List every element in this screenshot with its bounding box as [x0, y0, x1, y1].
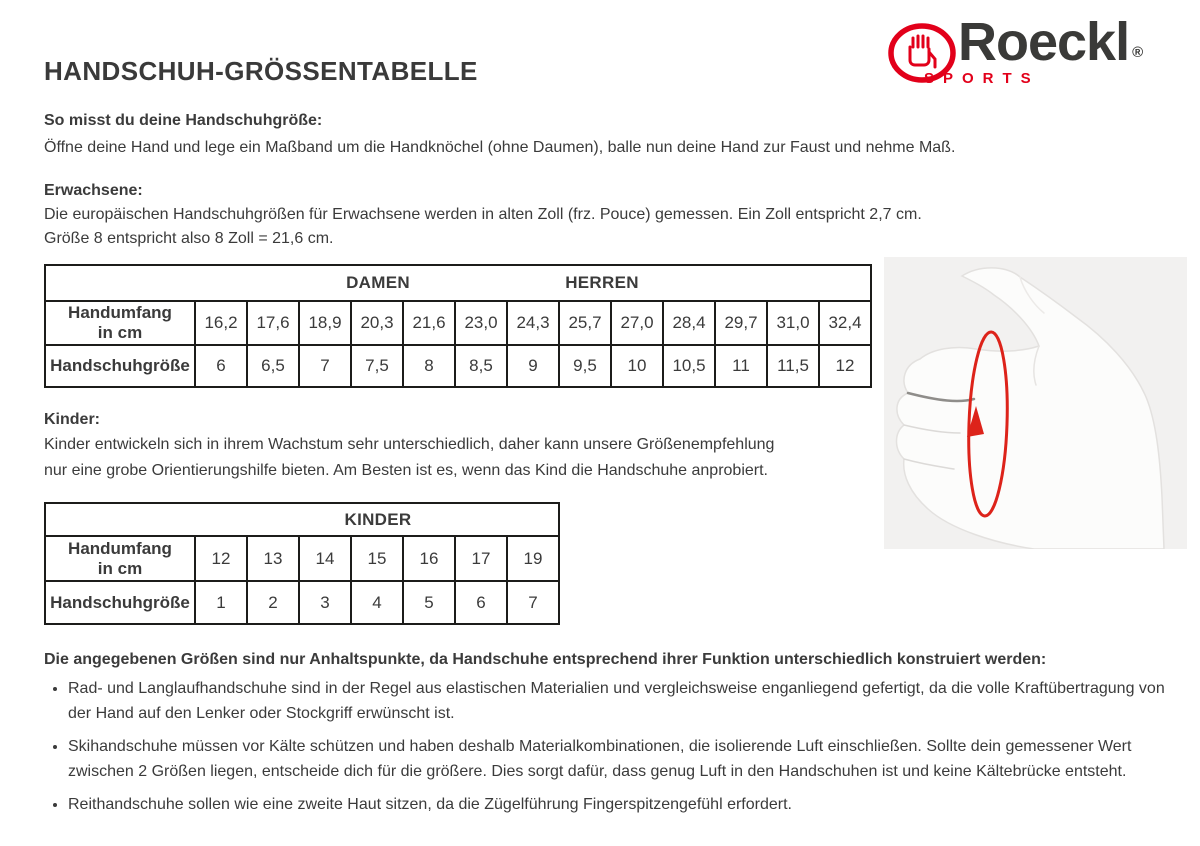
- cell: 7,5: [351, 345, 403, 387]
- logo-brand-text: [958, 11, 1143, 73]
- cell: 15: [351, 536, 403, 581]
- kids-circumference-label: [45, 536, 195, 581]
- adults-text-line2: Größe 8 entspricht also 8 Zoll = 21,6 cm.: [44, 230, 334, 247]
- cell: 5: [403, 581, 455, 624]
- cell: 31,0: [767, 301, 819, 345]
- label-line-1: Handumfang: [68, 538, 172, 558]
- cell: 20,3: [351, 301, 403, 345]
- cell: 11: [715, 345, 767, 387]
- adults-text-line1: Die europäischen Handschuhgrößen für Erwachsene werden in alten Zoll (frz. Pouce) gemessen. Ein Zoll entspricht 2,7 cm.: [44, 206, 922, 223]
- page-title: HANDSCHUH-GRÖSSENTABELLE: [44, 56, 478, 86]
- cell: 28,4: [663, 301, 715, 345]
- cell: 3: [299, 581, 351, 624]
- cell: 16,2: [195, 301, 247, 345]
- cell: 19: [507, 536, 559, 581]
- cell: 32,4: [819, 301, 871, 345]
- note-bullet-riding: • Reithandschuhe sollen wie eine zweite Haut sitzen, da die Zügelführung Fingerspitzengefühl erfordert.: [68, 792, 1190, 817]
- cell: 2: [247, 581, 299, 624]
- damen-group-label: DAMEN: [346, 273, 410, 292]
- cell: 13: [247, 536, 299, 581]
- label-line-2: in cm: [97, 558, 143, 578]
- adult-group-header-cell: [45, 265, 871, 301]
- kids-size-table: [44, 502, 560, 625]
- label-line-2: in cm: [97, 323, 143, 342]
- cell: 4: [351, 581, 403, 624]
- cell: 7: [507, 581, 559, 624]
- hand-illustration: [884, 257, 1187, 549]
- cell: 25,7: [559, 301, 611, 345]
- adult-size-table: [44, 264, 872, 388]
- kids-glove-size-row: [45, 581, 559, 624]
- cell: 12: [819, 345, 871, 387]
- cell: 14: [299, 536, 351, 581]
- adult-glove-size-row: [45, 345, 871, 387]
- cell: 16: [403, 536, 455, 581]
- kids-group-header-cell: [45, 503, 559, 536]
- cell: 21,6: [403, 301, 455, 345]
- cell: 29,7: [715, 301, 767, 345]
- intro-heading: So misst du deine Handschuhgröße:: [44, 112, 323, 129]
- notes-heading: Die angegebenen Größen sind nur Anhaltspunkte, da Handschuhe entsprechend ihrer Funktion unterschiedlich konstruiert werden:: [44, 651, 1047, 668]
- logo-sports-text: SPORTS: [924, 70, 1040, 87]
- cell: 17: [455, 536, 507, 581]
- registered-mark: ®: [1132, 44, 1143, 61]
- kids-heading: Kinder:: [44, 411, 100, 428]
- cell: 8: [403, 345, 455, 387]
- cell: 10,5: [663, 345, 715, 387]
- kids-circumference-row: [45, 536, 559, 581]
- notes-list: [44, 676, 1190, 825]
- cell: 18,9: [299, 301, 351, 345]
- intro-text: Öffne deine Hand und lege ein Maßband um die Handknöchel (ohne Daumen), balle nun deine Hand zur Faust und nehme Maß.: [44, 139, 956, 156]
- cell: 9,5: [559, 345, 611, 387]
- adult-glove-size-label: Handschuhgröße: [45, 345, 195, 387]
- cell: 27,0: [611, 301, 663, 345]
- adult-circumference-label: [45, 301, 195, 345]
- cell: 11,5: [767, 345, 819, 387]
- note-bullet-bike: • Rad- und Langlaufhandschuhe sind in der Regel aus elastischen Materialien und vergleichsweise enganliegend gefertigt, da die volle Kraftübertragung von der Hand auf den Lenker oder Stockgriff erwünscht ist.: [68, 676, 1190, 726]
- cell: 9: [507, 345, 559, 387]
- logo-brand-word: Roeckl: [958, 12, 1130, 72]
- cell: 6: [455, 581, 507, 624]
- cell: 6,5: [247, 345, 299, 387]
- adult-group-row: [45, 265, 871, 301]
- kinder-group-label: KINDER: [344, 509, 412, 529]
- label-line-1: Handumfang: [68, 303, 172, 322]
- cell: 12: [195, 536, 247, 581]
- adults-heading: Erwachsene:: [44, 182, 143, 199]
- note-bullet-ski: • Skihandschuhe müssen vor Kälte schützen und haben deshalb Materialkombinationen, die isolierende Luft einschließen. Sollte dein gemessener Wert zwischen 2 Größen liegen, entscheide dich für die größere. Dies sorgt dafür, dass genug Luft in den Handschuhen ist und keine Kältebrücke entsteht.: [68, 734, 1190, 784]
- kids-glove-size-label: Handschuhgröße: [45, 581, 195, 624]
- kids-text-line1: Kinder entwickeln sich in ihrem Wachstum sehr unterschiedlich, daher kann unsere Größenempfehlung: [44, 436, 775, 453]
- herren-group-label: HERREN: [565, 273, 639, 292]
- cell: 1: [195, 581, 247, 624]
- cell: 6: [195, 345, 247, 387]
- cell: 17,6: [247, 301, 299, 345]
- adult-circumference-row: [45, 301, 871, 345]
- cell: 10: [611, 345, 663, 387]
- cell: 23,0: [455, 301, 507, 345]
- roeckl-logo: [886, 12, 1186, 92]
- cell: 8,5: [455, 345, 507, 387]
- cell: 24,3: [507, 301, 559, 345]
- hand-measuring-photo: [884, 257, 1187, 549]
- kids-group-row: [45, 503, 559, 536]
- cell: 7: [299, 345, 351, 387]
- kids-text-line2: nur eine grobe Orientierungshilfe bieten. Am Besten ist es, wenn das Kind die Handschuhe anprobiert.: [44, 462, 768, 479]
